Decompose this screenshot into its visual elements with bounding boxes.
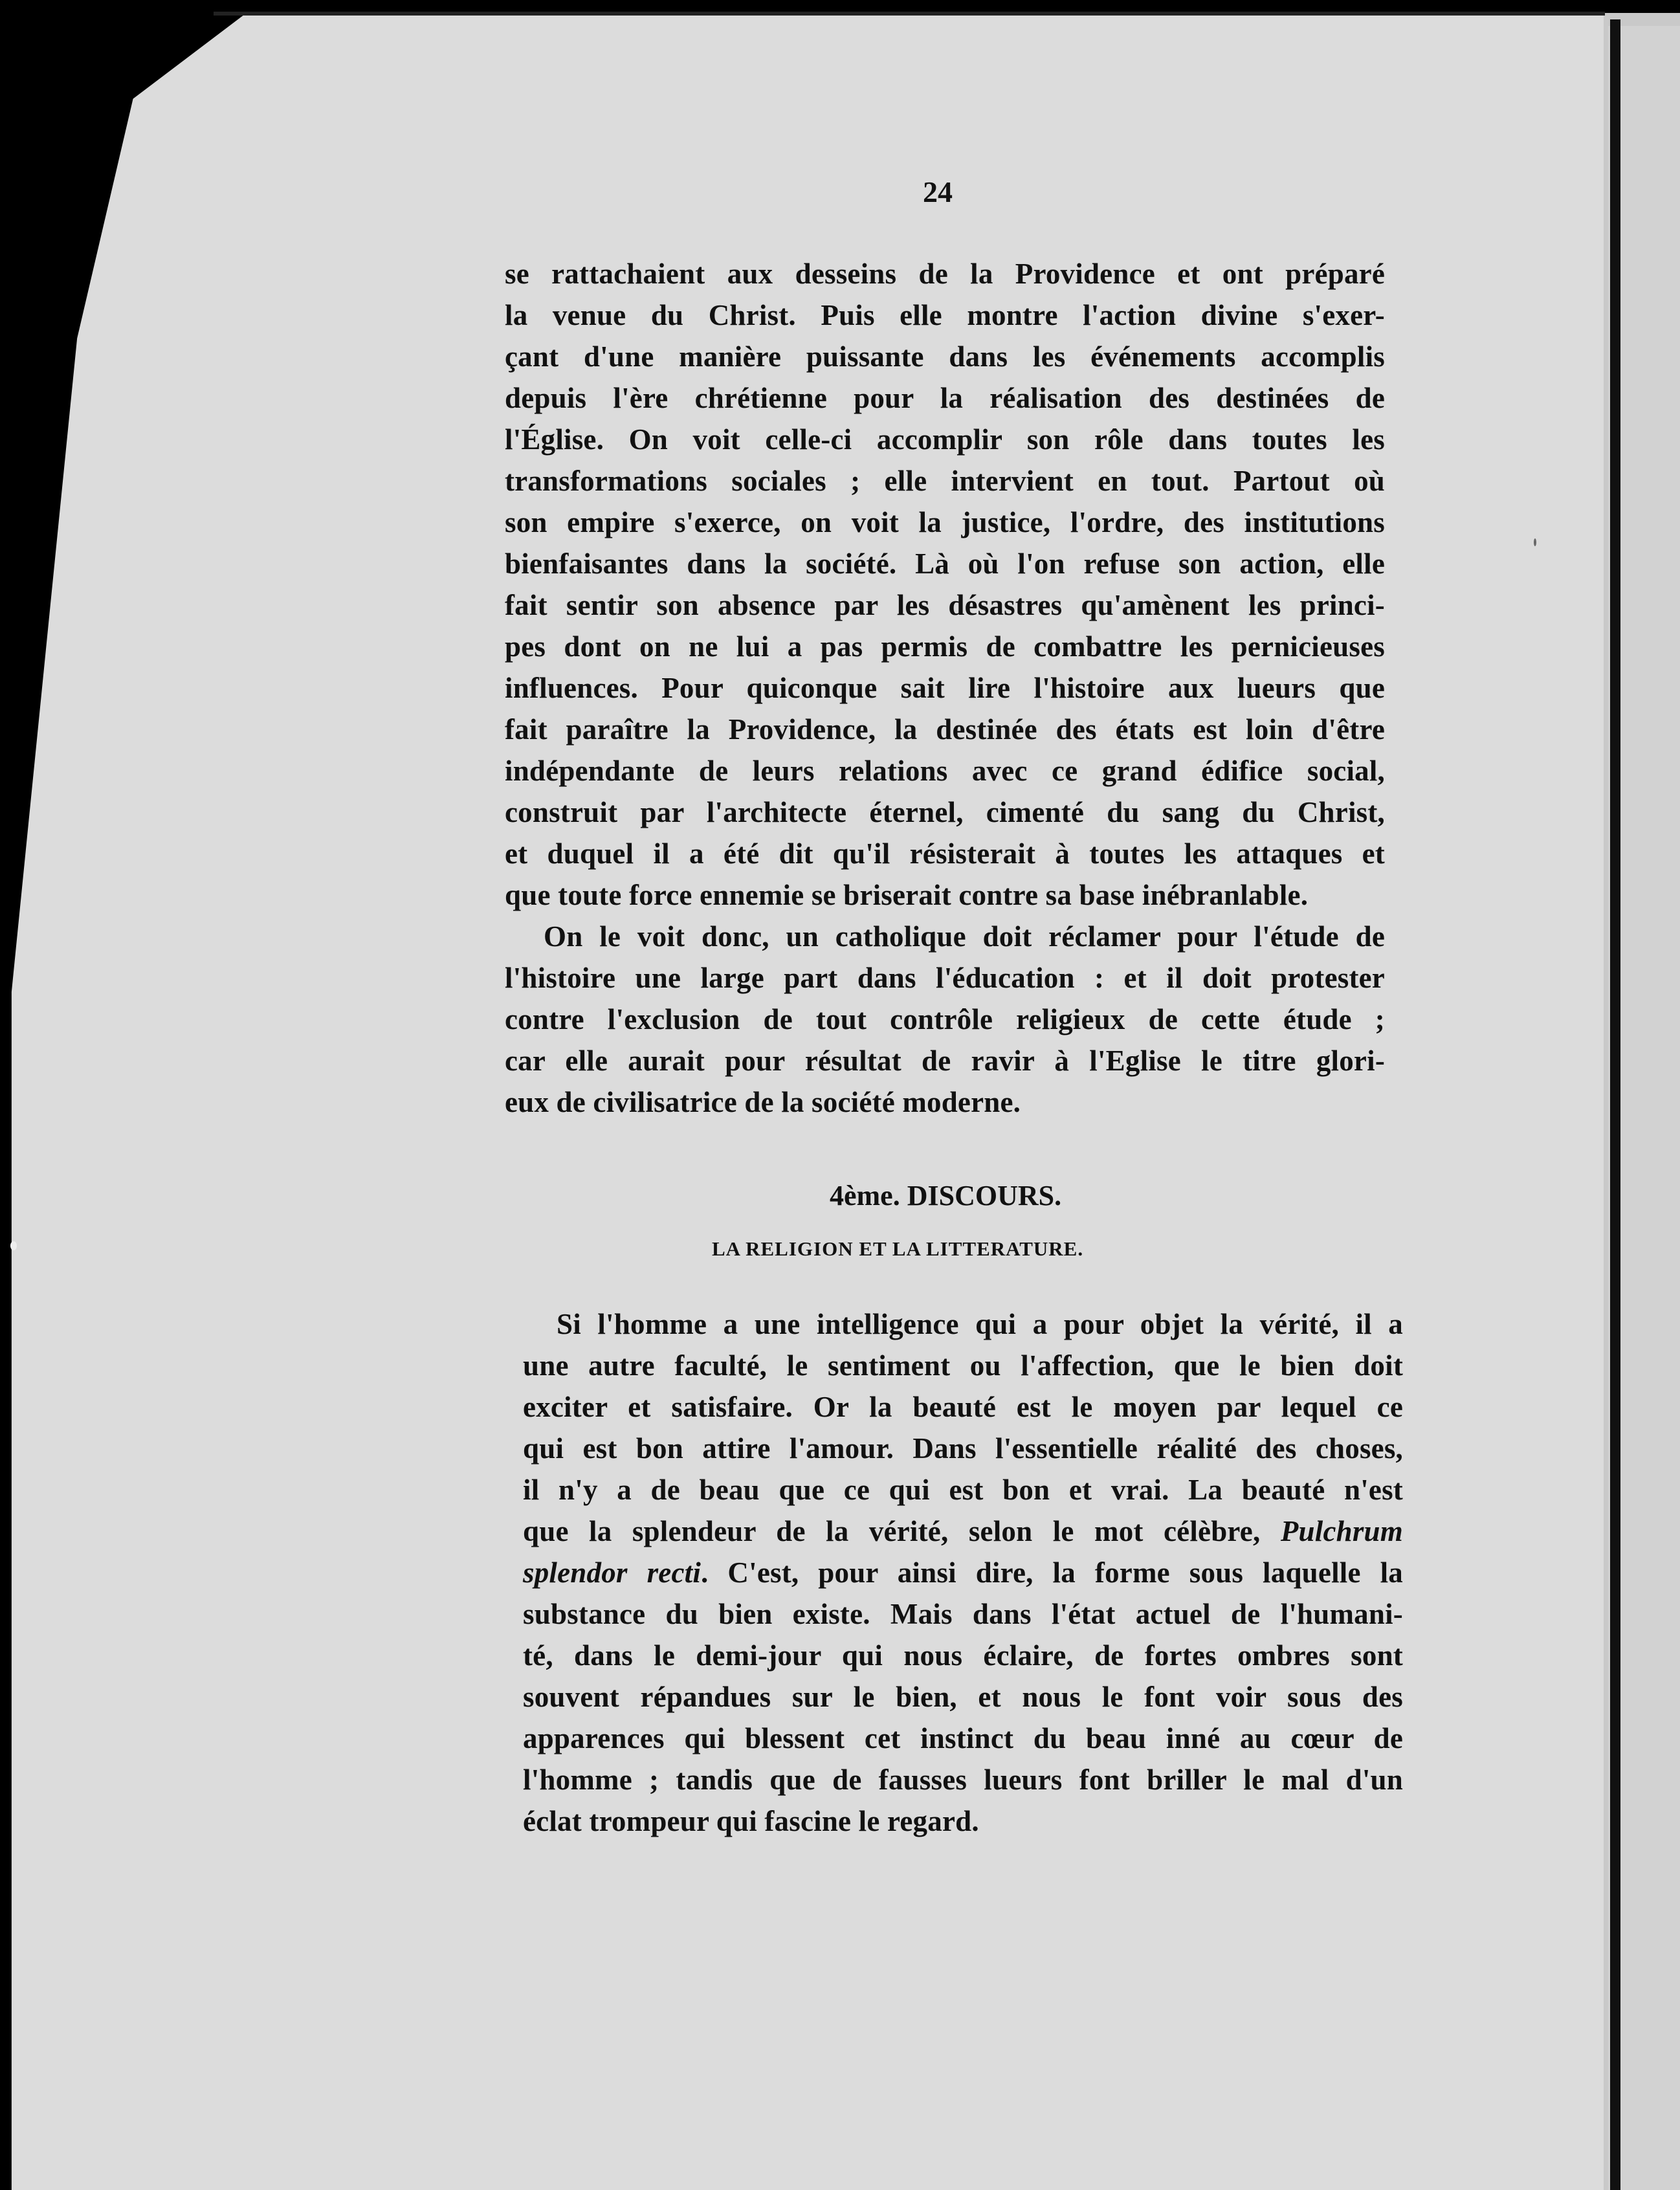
text-fragment: . C'est, pour ainsi dire, la forme sous laquelle la <box>701 1556 1403 1589</box>
text-line: l'homme ; tandis que de fausses lueurs font briller le mal d'un <box>523 1764 1403 1796</box>
text-line-with-quote <box>523 1554 1403 1591</box>
text-line: On le voit donc, un catholique doit réclamer pour l'étude de <box>544 920 1385 953</box>
text-line: une autre faculté, le sentiment ou l'affection, que le bien doit <box>523 1349 1403 1382</box>
latin-quote: splendor recti <box>523 1556 702 1589</box>
text-line: fait sentir son absence par les désastres qu'amènent les princi- <box>505 589 1385 621</box>
text-line: çant d'une manière puissante dans les événements accomplis <box>505 340 1385 373</box>
text-line: fait paraître la Providence, la destinée des états est loin d'être <box>505 713 1385 746</box>
text-line: éclat trompeur qui fascine le regard. <box>523 1805 979 1837</box>
text-line: exciter et satisfaire. Or la beauté est le moyen par lequel ce <box>523 1391 1403 1423</box>
section-subheading: LA RELIGION ET LA LITTERATURE. <box>712 1237 1084 1260</box>
text-line: pes dont on ne lui a pas permis de combattre les pernicieuses <box>505 630 1385 663</box>
text-line: Si l'homme a une intelligence qui a pour objet la vérité, il a <box>557 1308 1403 1340</box>
text-line: l'histoire une large part dans l'éducation : et il doit protester <box>505 962 1385 994</box>
text-line: souvent répandues sur le bien, et nous le font voir sous des <box>523 1681 1403 1713</box>
body-text-section-4 <box>523 1306 1403 1888</box>
page-gutter <box>1610 19 1620 2190</box>
text-line: l'Église. On voit celle-ci accomplir son rôle dans toutes les <box>505 423 1385 456</box>
text-line: qui est bon attire l'amour. Dans l'essentielle réalité des choses, <box>523 1432 1403 1465</box>
text-line: té, dans le demi-jour qui nous éclaire, de fortes ombres sont <box>523 1639 1403 1672</box>
top-page-edge <box>214 12 1605 16</box>
text-line: il n'y a de beau que ce qui est bon et vrai. La beauté n'est <box>523 1474 1403 1506</box>
scan-speck <box>10 1241 17 1250</box>
text-line: et duquel il a été dit qu'il résisterait à toutes les attaques et <box>505 837 1385 870</box>
text-line: bienfaisantes dans la société. Là où l'on refuse son action, elle <box>505 548 1385 580</box>
section-heading: 4ème. DISCOURS. <box>830 1180 1062 1211</box>
text-line: contre l'exclusion de tout contrôle religieux de cette étude ; <box>505 1003 1385 1035</box>
text-line: se rattachaient aux desseins de la Providence et ont préparé <box>505 258 1385 290</box>
scan-speck <box>1534 538 1536 546</box>
text-line: substance du bien existe. Mais dans l'état actuel de l'humani- <box>523 1598 1403 1630</box>
text-line: construit par l'architecte éternel, cimenté du sang du Christ, <box>505 796 1385 828</box>
text-line: que toute force ennemie se briserait contre sa base inébranlable. <box>505 879 1309 911</box>
text-line: la venue du Christ. Puis elle montre l'action divine s'exer- <box>505 299 1385 331</box>
text-line: influences. Pour quiconque sait lire l'histoire aux lueurs que <box>505 672 1385 704</box>
text-line: eux de civilisatrice de la société moderne. <box>505 1086 1021 1118</box>
text-line: car elle aurait pour résultat de ravir à l'Eglise le titre glori- <box>505 1045 1385 1077</box>
text-line: indépendante de leurs relations avec ce grand édifice social, <box>505 755 1385 787</box>
text-line: depuis l'ère chrétienne pour la réalisation des destinées de <box>505 382 1385 414</box>
text-line: transformations sociales ; elle intervient en tout. Partout où <box>505 465 1385 497</box>
text-line: son empire s'exerce, on voit la justice, l'ordre, des institutions <box>505 506 1385 538</box>
latin-quote: Pulchrum <box>1280 1515 1403 1547</box>
page-number: 24 <box>923 175 953 208</box>
text-line-with-quote <box>523 1513 1403 1549</box>
text-line: apparences qui blessent cet instinct du beau inné au cœur de <box>523 1722 1403 1754</box>
text-fragment: que la splendeur de la vérité, selon le mot célèbre, <box>523 1515 1261 1547</box>
